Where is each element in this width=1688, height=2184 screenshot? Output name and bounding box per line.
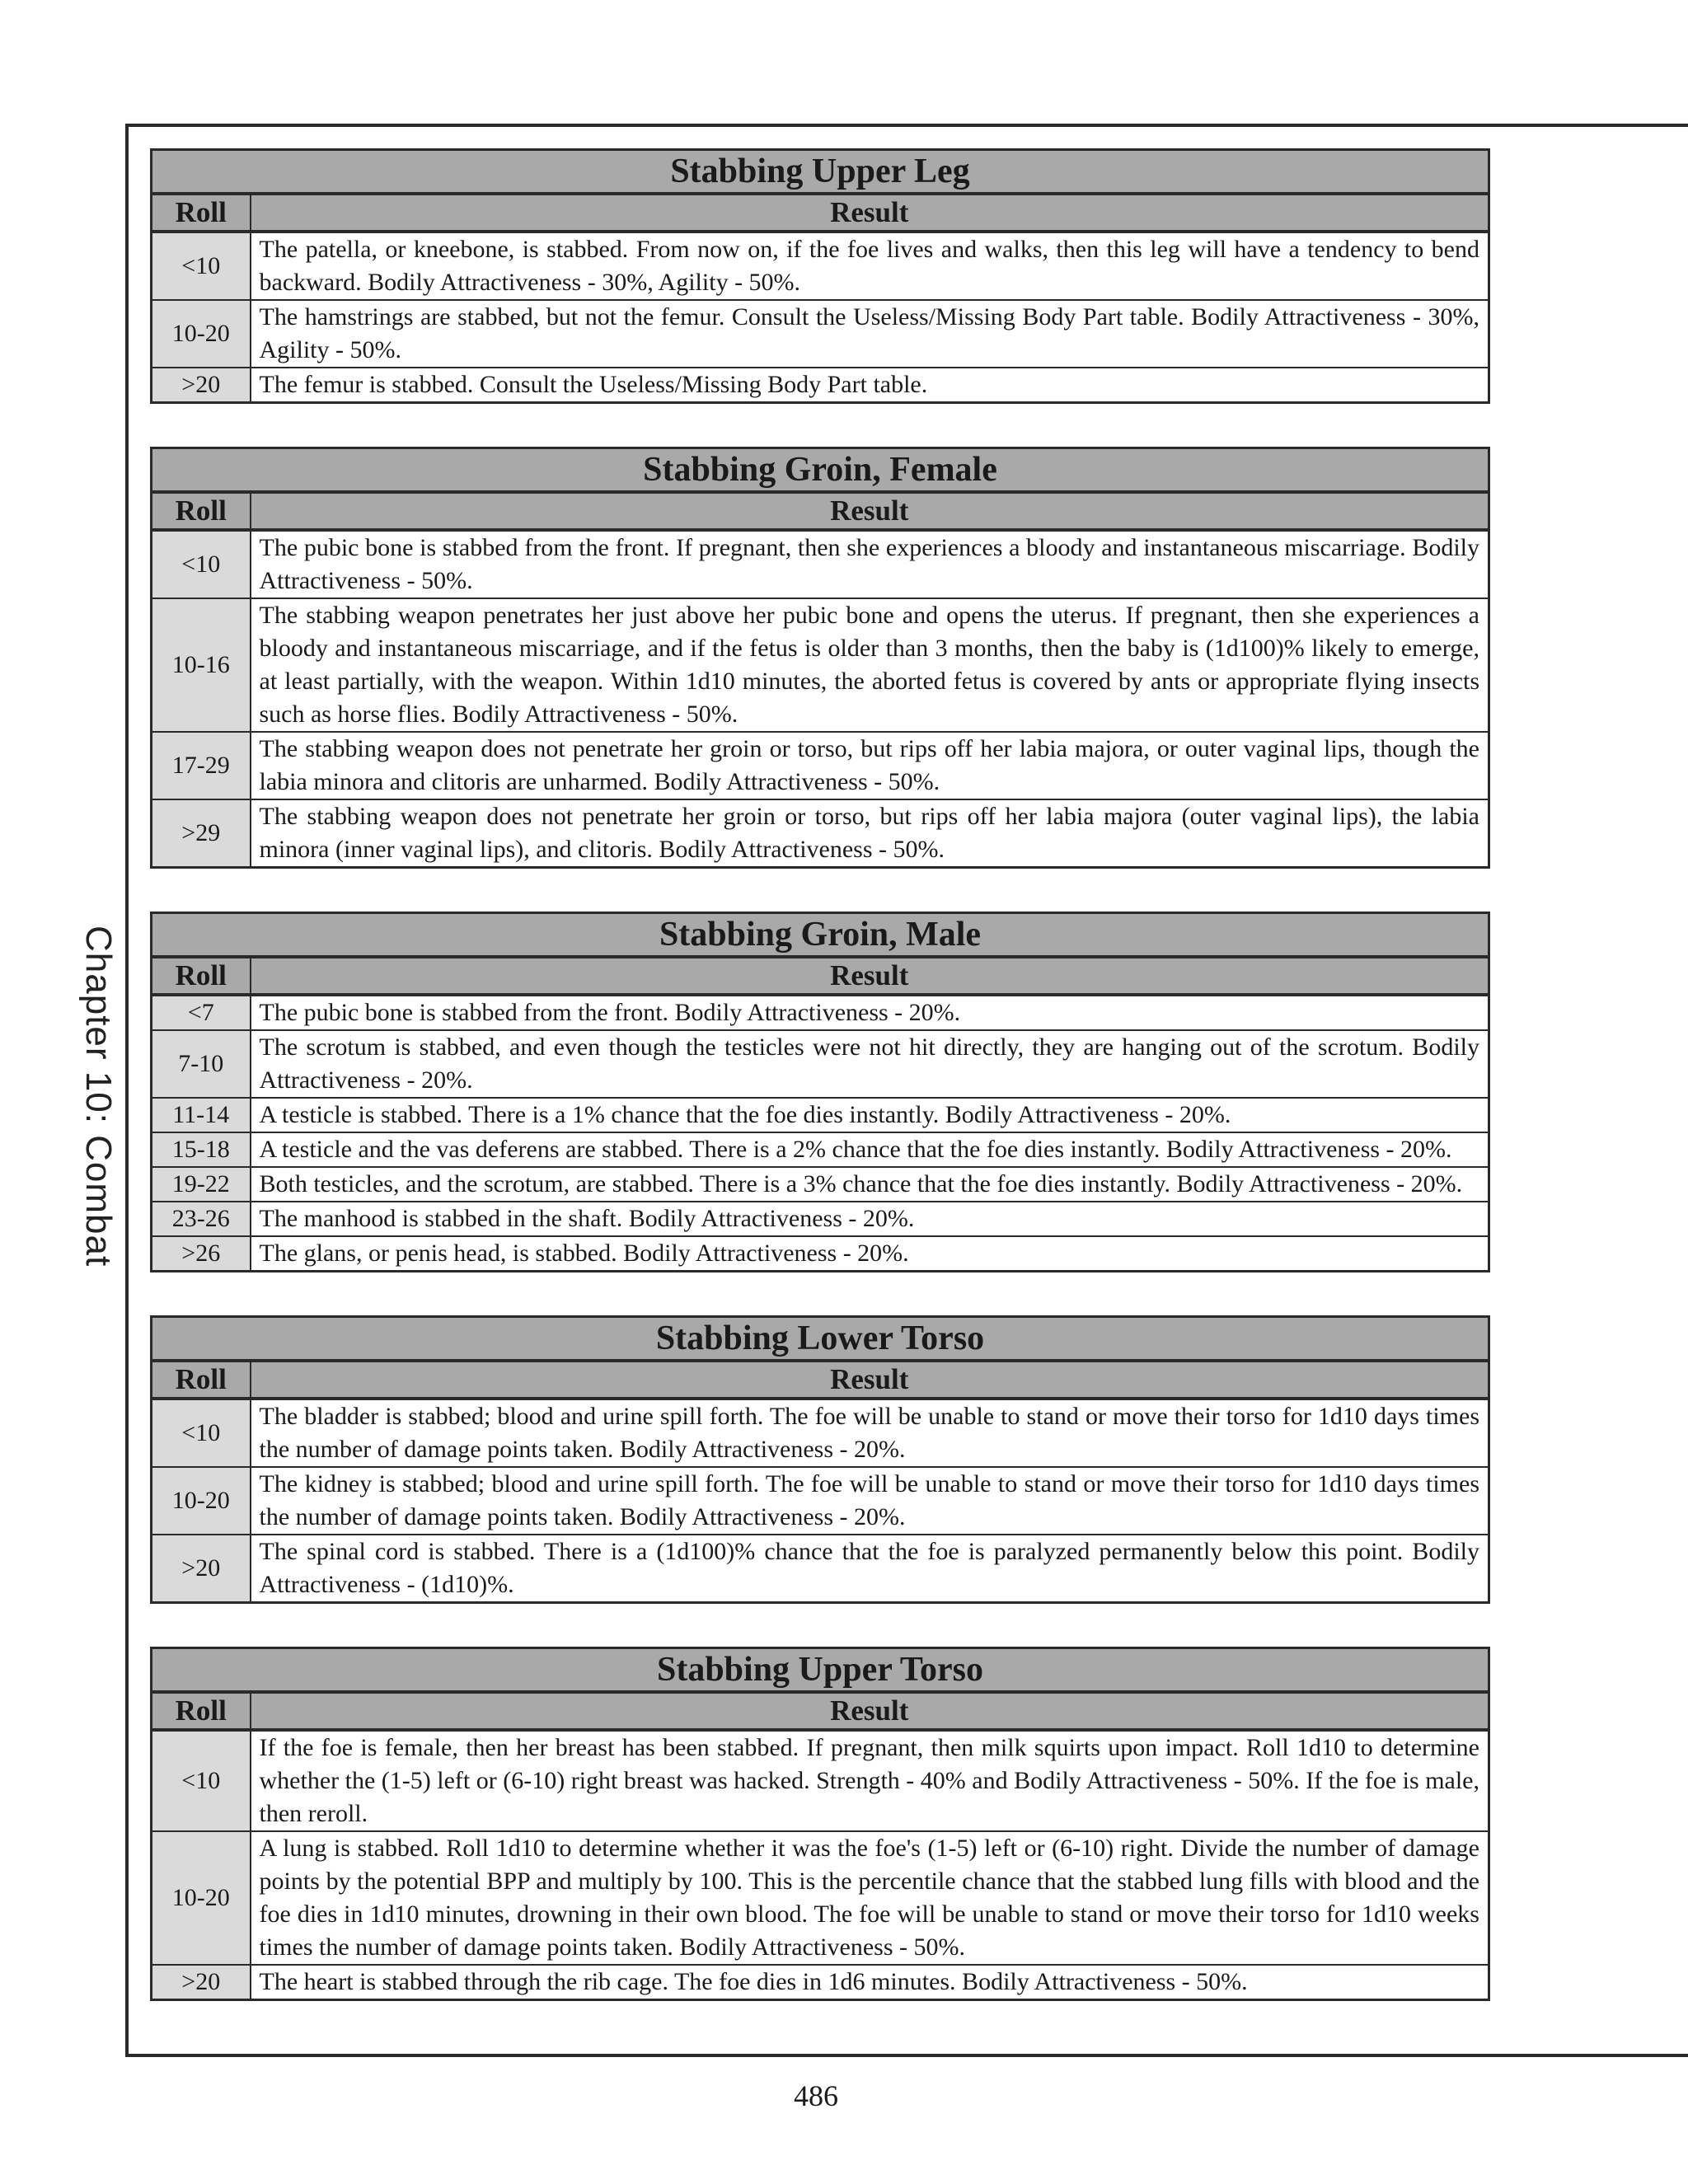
table-row (152, 799, 1489, 868)
roll-cell: >20 (152, 1535, 251, 1603)
table-title: Stabbing Groin, Female (152, 448, 1489, 493)
table-row (152, 1132, 1489, 1167)
result-cell: The heart is stabbed through the rib cage. The foe dies in 1d6 minutes. Bodily Attractiveness - 50%. (251, 1965, 1489, 2000)
table-title: Stabbing Groin, Male (152, 913, 1489, 958)
table-row (152, 1030, 1489, 1098)
roll-cell: >20 (152, 1965, 251, 2000)
roll-table (150, 447, 1490, 869)
roll-cell: <7 (152, 995, 251, 1030)
column-header-roll: Roll (152, 194, 251, 232)
result-cell: A testicle and the vas deferens are stabbed. There is a 2% chance that the foe dies instantly. Bodily Attractiveness - 20%. (251, 1132, 1489, 1167)
column-header-roll: Roll (152, 492, 251, 530)
roll-table (150, 1315, 1490, 1604)
result-cell: If the foe is female, then her breast has been stabbed. If pregnant, then milk squirts upon impact. Roll 1d10 to determine whether the (1-5) left or (6-10) right breast was hacked. Strength - 40% and Bodily Attractiveness - 50%. If the foe is male, then reroll. (251, 1730, 1489, 1831)
roll-cell: >20 (152, 368, 251, 403)
table-row (152, 232, 1489, 300)
result-cell: The glans, or penis head, is stabbed. Bodily Attractiveness - 20%. (251, 1236, 1489, 1272)
result-cell: Both testicles, and the scrotum, are stabbed. There is a 3% chance that the foe dies instantly. Bodily Attractiveness - 20%. (251, 1167, 1489, 1202)
column-header-result: Result (251, 194, 1489, 232)
table-row (152, 530, 1489, 598)
roll-cell: <10 (152, 1730, 251, 1831)
result-cell: The scrotum is stabbed, and even though the testicles were not hit directly, they are hanging out of the scrotum. Bodily Attractiveness - 20%. (251, 1030, 1489, 1098)
column-header-result: Result (251, 1361, 1489, 1399)
table-row (152, 1831, 1489, 1965)
table-row (152, 1202, 1489, 1236)
roll-cell: 19-22 (152, 1167, 251, 1202)
roll-table (150, 912, 1490, 1272)
roll-cell: 23-26 (152, 1202, 251, 1236)
table-title: Stabbing Upper Leg (152, 150, 1489, 194)
column-header-result: Result (251, 957, 1489, 995)
table-row (152, 732, 1489, 799)
roll-cell: <10 (152, 1399, 251, 1467)
roll-cell: 11-14 (152, 1098, 251, 1132)
roll-cell: >26 (152, 1236, 251, 1272)
result-cell: The spinal cord is stabbed. There is a (1d100)% chance that the foe is paralyzed permanently below this point. Bodily Attractiveness - (1d10)%. (251, 1535, 1489, 1603)
roll-table (150, 1647, 1490, 2001)
roll-cell: 10-20 (152, 1831, 251, 1965)
result-cell: The manhood is stabbed in the shaft. Bodily Attractiveness - 20%. (251, 1202, 1489, 1236)
column-header-roll: Roll (152, 1692, 251, 1730)
table-title: Stabbing Upper Torso (152, 1648, 1489, 1693)
roll-table (150, 148, 1490, 404)
table-row (152, 1399, 1489, 1467)
roll-cell: 7-10 (152, 1030, 251, 1098)
column-header-roll: Roll (152, 957, 251, 995)
result-cell: The patella, or kneebone, is stabbed. From now on, if the foe lives and walks, then this leg will have a tendency to bend backward. Bodily Attractiveness - 30%, Agility - 50%. (251, 232, 1489, 300)
column-header-result: Result (251, 1692, 1489, 1730)
page-number: 486 (794, 2079, 838, 2112)
column-header-result: Result (251, 492, 1489, 530)
tables-container (150, 148, 1490, 2044)
result-cell: The stabbing weapon penetrates her just above her pubic bone and opens the uterus. If pregnant, then she experiences a bloody and instantaneous miscarriage, and if the fetus is older than 3 months, then the baby is (1d100)% likely to emerge, at least partially, with the weapon. Within 1d10 minutes, the aborted fetus is covered by ants or appropriate flying insects such as horse flies. Bodily Attractiveness - 50%. (251, 598, 1489, 732)
table-row (152, 1730, 1489, 1831)
result-cell: The stabbing weapon does not penetrate her groin or torso, but rips off her labia majora, or outer vaginal lips, though the labia minora and clitoris are unharmed. Bodily Attractiveness - 50%. (251, 732, 1489, 799)
table-row (152, 598, 1489, 732)
result-cell: A testicle is stabbed. There is a 1% chance that the foe dies instantly. Bodily Attractiveness - 20%. (251, 1098, 1489, 1132)
roll-cell: 17-29 (152, 732, 251, 799)
chapter-label: Chapter 10: Combat (78, 925, 119, 1268)
result-cell: The pubic bone is stabbed from the front. Bodily Attractiveness - 20%. (251, 995, 1489, 1030)
result-cell: A lung is stabbed. Roll 1d10 to determine whether it was the foe's (1-5) left or (6-10) right. Divide the number of damage points by the potential BPP and multiply by 100. This is the percentile chance that the stabbed lung fills with blood and the foe dies in 1d10 minutes, drowning in their own blood. The foe will be unable to stand or move their torso for 1d10 weeks times the number of damage points taken. Bodily Attractiveness - 50%. (251, 1831, 1489, 1965)
result-cell: The kidney is stabbed; blood and urine spill forth. The foe will be unable to stand or move their torso for 1d10 days times the number of damage points taken. Bodily Attractiveness - 20%. (251, 1467, 1489, 1535)
table-row (152, 995, 1489, 1030)
result-cell: The pubic bone is stabbed from the front. If pregnant, then she experiences a bloody and instantaneous miscarriage. Bodily Attractiveness - 50%. (251, 530, 1489, 598)
table-row (152, 300, 1489, 368)
roll-cell: <10 (152, 530, 251, 598)
table-row (152, 1236, 1489, 1272)
column-header-roll: Roll (152, 1361, 251, 1399)
table-row (152, 1467, 1489, 1535)
roll-cell: 10-20 (152, 300, 251, 368)
chapter-sidebar (78, 925, 119, 1268)
result-cell: The hamstrings are stabbed, but not the femur. Consult the Useless/Missing Body Part table. Bodily Attractiveness - 30%, Agility - 50%. (251, 300, 1489, 368)
roll-cell: 10-16 (152, 598, 251, 732)
roll-cell: 10-20 (152, 1467, 251, 1535)
table-row (152, 1098, 1489, 1132)
table-row (152, 368, 1489, 403)
table-row (152, 1965, 1489, 2000)
result-cell: The bladder is stabbed; blood and urine spill forth. The foe will be unable to stand or move their torso for 1d10 days times the number of damage points taken. Bodily Attractiveness - 20%. (251, 1399, 1489, 1467)
roll-cell: 15-18 (152, 1132, 251, 1167)
roll-cell: >29 (152, 799, 251, 868)
table-row (152, 1167, 1489, 1202)
table-row (152, 1535, 1489, 1603)
result-cell: The femur is stabbed. Consult the Useless/Missing Body Part table. (251, 368, 1489, 403)
result-cell: The stabbing weapon does not penetrate her groin or torso, but rips off her labia majora (outer vaginal lips), the labia minora (inner vaginal lips), and clitoris. Bodily Attractiveness - 50%. (251, 799, 1489, 868)
roll-cell: <10 (152, 232, 251, 300)
table-title: Stabbing Lower Torso (152, 1317, 1489, 1361)
